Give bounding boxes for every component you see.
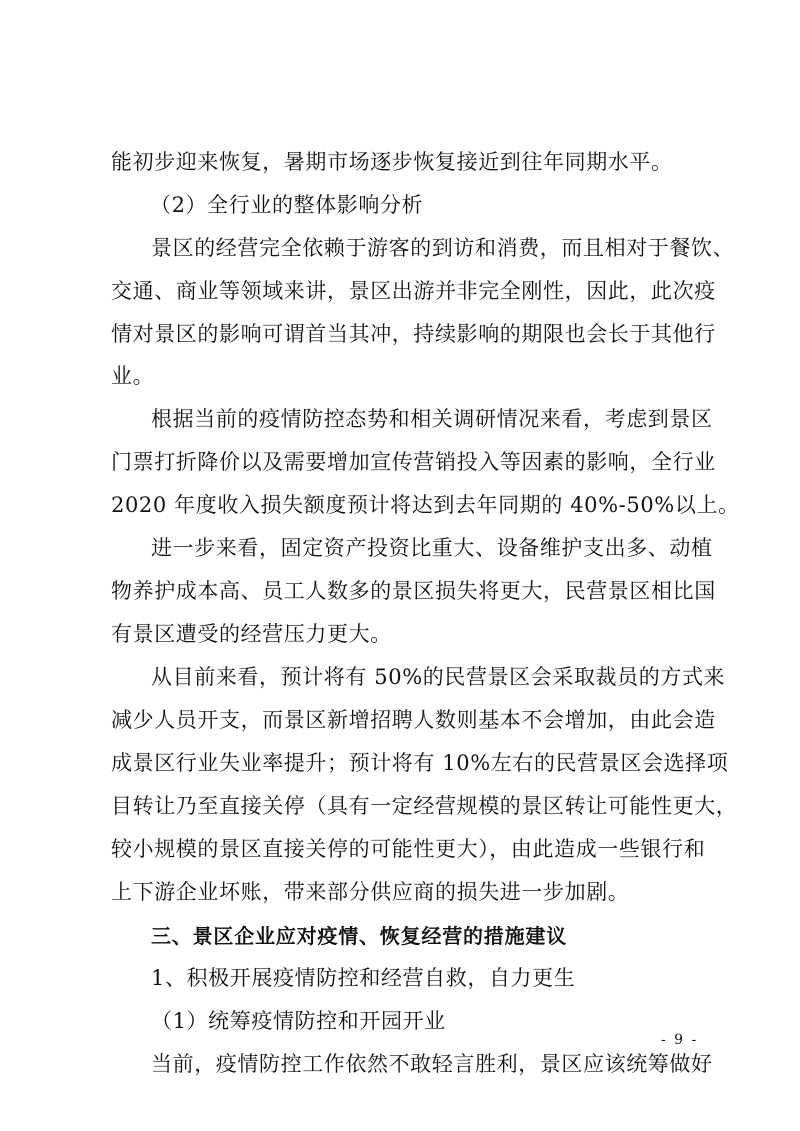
page-number: - 9 - — [661, 1032, 699, 1048]
body-text-line: 根据当前的疫情防控态势和相关调研情况来看，考虑到景区 — [151, 407, 713, 431]
body-text-line: 当前，疫情防控工作依然不敢轻言胜利，景区应该统筹做好 — [151, 1052, 713, 1076]
body-text-line: 目转让乃至直接关停（具有一定经营规模的景区转让可能性更大， — [111, 794, 738, 818]
body-text-line: 业。 — [111, 364, 155, 388]
body-text-line: 从目前来看，预计将有 50%的民营景区会采取裁员的方式来 — [151, 665, 726, 689]
subsection-heading: （1）统筹疫情防控和开园开业 — [151, 1009, 446, 1033]
body-text-line: 交通、商业等领域来讲，景区出游并非完全刚性，因此，此次疫 — [111, 279, 716, 303]
body-text-line: 能初步迎来恢复，暑期市场逐步恢复接近到往年同期水平。 — [111, 150, 673, 174]
body-text-line: 门票打折降价以及需要增加宣传营销投入等因素的影响，全行业 — [111, 450, 716, 474]
section-heading: 三、景区企业应对疫情、恢复经营的措施建议 — [151, 924, 567, 948]
subsection-heading: 1、积极开展疫情防控和经营自救，自力更生 — [151, 966, 576, 990]
body-text-line: 减少人员开支，而景区新增招聘人数则基本不会增加，由此会造 — [111, 708, 716, 732]
body-text-line: 情对景区的影响可谓首当其冲，持续影响的期限也会长于其他行 — [111, 322, 716, 346]
body-text-line: 景区的经营完全依赖于游客的到访和消费，而且相对于餐饮、 — [151, 236, 735, 260]
body-text-line: 较小规模的景区直接关停的可能性更大），由此造成一些银行和 — [111, 837, 706, 861]
subsection-heading: （2）全行业的整体影响分析 — [150, 193, 424, 217]
body-text-line: 物养护成本高、员工人数多的景区损失将更大，民营景区相比国 — [111, 579, 716, 603]
body-text-line: 2020 年度收入损失额度预计将达到去年同期的 40%-50%以上。 — [111, 493, 740, 517]
body-text-line: 进一步来看，固定资产投资比重大、设备维护支出多、动植 — [151, 536, 713, 560]
body-text-line: 上下游企业坏账，带来部分供应商的损失进一步加剧。 — [111, 880, 630, 904]
body-text-line: 有景区遭受的经营压力更大。 — [111, 622, 392, 646]
body-text-line: 成景区行业失业率提升；预计将有 10%左右的民营景区会选择项 — [111, 751, 729, 775]
